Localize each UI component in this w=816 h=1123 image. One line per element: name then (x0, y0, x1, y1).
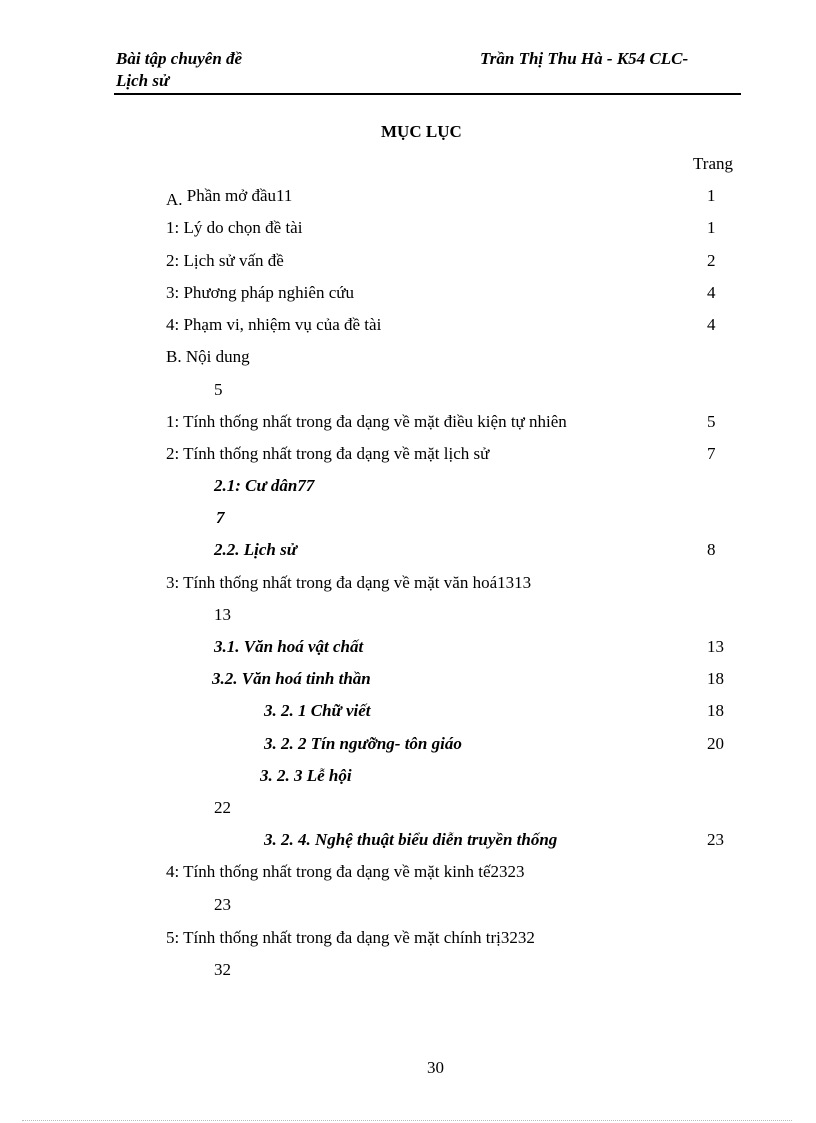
toc-entry-b3-2: 3.2. Văn hoá tinh thần (212, 669, 371, 688)
toc-page-3: 4 (707, 283, 716, 302)
toc-entry-b3-2-4: 3. 2. 4. Nghệ thuật biểu diễn truyền thống (264, 830, 558, 849)
toc-entry-3: 3: Phương pháp nghiên cứu (166, 283, 354, 302)
toc-page-4: 4 (707, 315, 716, 334)
toc-entry-a-text: Phần mở đầu11 (186, 186, 293, 205)
page-column-label: Trang (693, 154, 733, 173)
toc-page-b: 5 (214, 380, 223, 399)
toc-entry-b3-2-3: 3. 2. 3 Lễ hội (260, 766, 352, 785)
toc-page-b3-2-4: 23 (707, 830, 724, 849)
toc-page-b3-2-1: 18 (707, 701, 724, 720)
toc-entry-4: 4: Phạm vi, nhiệm vụ của đề tài (166, 315, 382, 334)
toc-page-b3-2-3: 22 (214, 798, 231, 817)
toc-page-b3-2-2: 20 (707, 734, 724, 753)
toc-page-b2-2: 8 (707, 540, 716, 559)
toc-entry-2: 2: Lịch sử vấn đề (166, 251, 284, 270)
page-bottom-divider (22, 1120, 792, 1121)
toc-page-b5: 32 (214, 960, 231, 979)
toc-entry-b2-2: 2.2. Lịch sử (214, 540, 297, 559)
header-author: Trần Thị Thu Hà - K54 CLC- (480, 49, 689, 68)
toc-entry-b5: 5: Tính thống nhất trong đa dạng về mặt chính trị3232 (166, 928, 535, 947)
toc-entry-b3-1: 3.1. Văn hoá vật chất (214, 637, 364, 656)
toc-page-b2-1: 7 (216, 508, 225, 527)
header-subject: Lịch sử (116, 71, 170, 90)
toc-entry-b3-2-2: 3. 2. 2 Tín ngưỡng- tôn giáo (264, 734, 462, 753)
toc-entry-b1: 1: Tính thống nhất trong đa dạng về mặt điều kiện tự nhiên (166, 412, 567, 431)
toc-page-1: 1 (707, 218, 716, 237)
page-title: MỤC LỤC (381, 122, 462, 141)
toc-entry-b3: 3: Tính thống nhất trong đa dạng về mặt văn hoá1313 (166, 573, 532, 592)
toc-entry-a (166, 186, 293, 209)
toc-page-b3: 13 (214, 605, 231, 624)
header-rule (114, 93, 741, 95)
header-course: Bài tập chuyên đề (116, 49, 243, 68)
toc-entry-a-prefix: A. (166, 190, 183, 209)
page-number: 30 (427, 1058, 444, 1077)
toc-page-b4: 23 (214, 895, 231, 914)
toc-page-b3-1: 13 (707, 637, 724, 656)
header-left (116, 48, 242, 92)
toc-page-b3-2: 18 (707, 669, 724, 688)
toc-page-b2: 7 (707, 444, 716, 463)
toc-page-a: 1 (707, 186, 716, 205)
toc-page-b1: 5 (707, 412, 716, 431)
toc-entry-b4: 4: Tính thống nhất trong đa dạng về mặt kinh tế2323 (166, 862, 525, 881)
toc-entry-b3-2-1: 3. 2. 1 Chữ viết (264, 701, 371, 720)
toc-entry-1: 1: Lý do chọn đề tài (166, 218, 303, 237)
toc-page-2: 2 (707, 251, 716, 270)
toc-entry-b2-1: 2.1: Cư dân77 (214, 476, 315, 495)
toc-entry-b: B. Nội dung (166, 347, 250, 366)
toc-entry-b2: 2: Tính thống nhất trong đa dạng về mặt lịch sử (166, 444, 490, 463)
